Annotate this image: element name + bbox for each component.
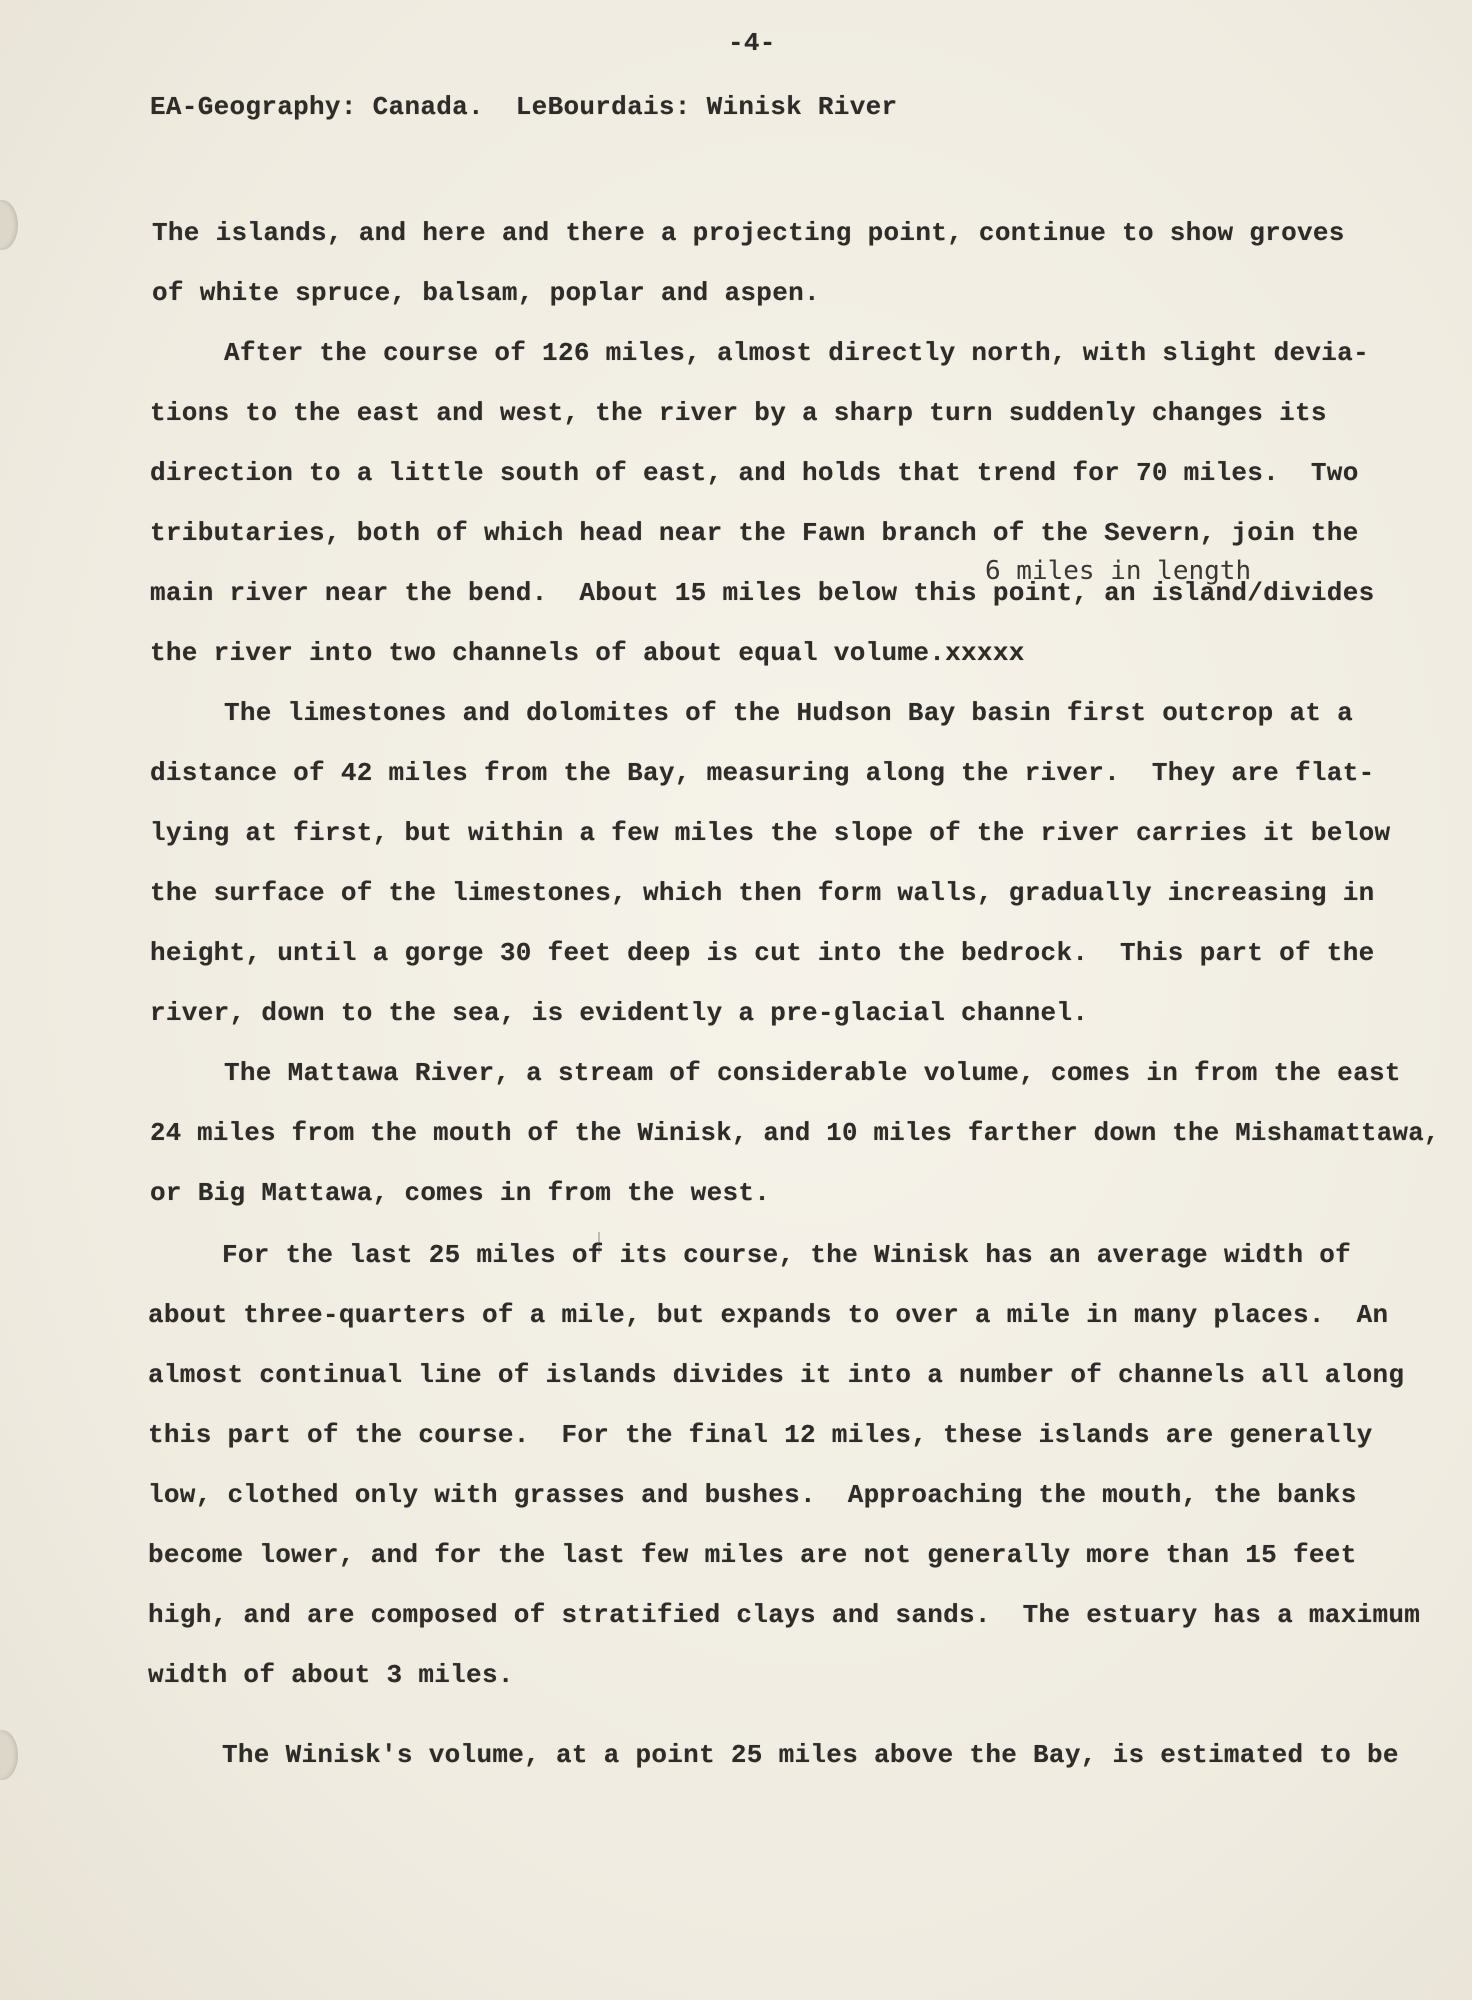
text-line: lying at first, but within a few miles the slope of the river carries it below	[150, 818, 1391, 848]
document-header: EA-Geography: Canada. LeBourdais: Winisk River	[150, 92, 898, 122]
text-line: direction to a little south of east, and holds that trend for 70 miles. Two	[150, 458, 1359, 488]
text-line: The Winisk's volume, at a point 25 miles above the Bay, is estimated to be	[222, 1740, 1399, 1770]
punch-hole	[0, 1730, 18, 1780]
text-line: The limestones and dolomites of the Hudson Bay basin first outcrop at a	[224, 698, 1354, 728]
text-line: For the last 25 miles of its course, the Winisk has an average width of	[222, 1240, 1352, 1270]
text-line: this part of the course. For the final 12 miles, these islands are generally	[148, 1420, 1373, 1450]
text-line: about three-quarters of a mile, but expands to over a mile in many places. An	[148, 1300, 1389, 1330]
text-line: The Mattawa River, a stream of considerable volume, comes in from the east	[224, 1058, 1401, 1088]
text-line: width of about 3 miles.	[148, 1660, 514, 1690]
text-line: The islands, and here and there a projecting point, continue to show groves	[152, 218, 1345, 248]
text-line: tributaries, both of which head near the Fawn branch of the Severn, join the	[150, 518, 1359, 548]
text-line: of white spruce, balsam, poplar and aspen.	[152, 278, 820, 308]
text-line: river, down to the sea, is evidently a pre-glacial channel.	[150, 998, 1089, 1028]
text-line: tions to the east and west, the river by a sharp turn suddenly changes its	[150, 398, 1327, 428]
text-line: high, and are composed of stratified clays and sands. The estuary has a maximum	[148, 1600, 1421, 1630]
text-line: main river near the bend. About 15 miles below this point, an island/divides	[150, 578, 1375, 608]
text-line: height, until a gorge 30 feet deep is cut into the bedrock. This part of the	[150, 938, 1375, 968]
text-line: almost continual line of islands divides it into a number of channels all along	[148, 1360, 1405, 1390]
punch-hole	[0, 200, 18, 250]
text-line: or Big Mattawa, comes in from the west.	[150, 1178, 771, 1208]
text-line: low, clothed only with grasses and bushes. Approaching the mouth, the banks	[148, 1480, 1357, 1510]
text-line: distance of 42 miles from the Bay, measuring along the river. They are flat-	[150, 758, 1375, 788]
page-number: -4-	[728, 28, 776, 58]
handwritten-insertion: 6 miles in length	[985, 556, 1252, 586]
text-line: the river into two channels of about equal volume.xxxxx	[150, 638, 1025, 668]
text-line: 24 miles from the mouth of the Winisk, and 10 miles farther down the Mishamattawa,	[150, 1118, 1440, 1148]
text-line: become lower, and for the last few miles are not generally more than 15 feet	[148, 1540, 1357, 1570]
text-line: the surface of the limestones, which then form walls, gradually increasing in	[150, 878, 1375, 908]
text-line: After the course of 126 miles, almost directly north, with slight devia-	[224, 338, 1369, 368]
